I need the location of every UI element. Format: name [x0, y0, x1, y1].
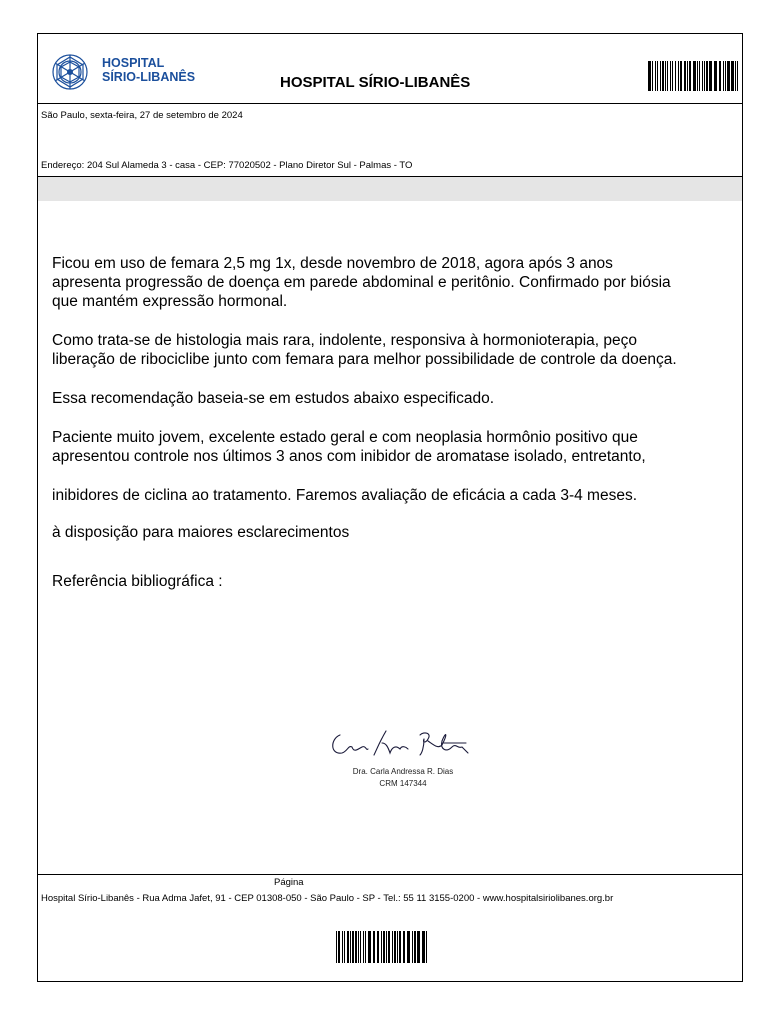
hospital-logo-icon — [50, 52, 90, 92]
doctor-name: Dra. Carla Andressa R. Dias — [352, 767, 454, 776]
paragraph-4: Paciente muito jovem, excelente estado geral e com neoplasia hormônio positivo que apresentou controle nos últimos 3 anos com inibidor de aromatase isolado, entretanto, — [52, 429, 646, 465]
barcode-top — [648, 61, 738, 91]
page-label: Página — [274, 877, 304, 888]
signature-block — [328, 766, 478, 790]
document-frame — [37, 33, 743, 982]
barcode-bottom — [336, 931, 428, 963]
footer-address: Hospital Sírio-Libanês - Rua Adma Jafet, 91 - CEP 01308-050 - São Paulo - SP - Tel.: 55 11 3155-0200 - www.hospitalsiriolibanes.org.br — [41, 893, 614, 904]
letter-body — [52, 254, 742, 591]
paragraph-1: Ficou em uso de femara 2,5 mg 1x, desde novembro de 2018, agora após 3 anos apresenta progressão de doença em parede abdominal e peritônio. Confirmado por biósia que mantém expressão hormonal. — [52, 255, 671, 310]
gray-band — [38, 177, 742, 201]
logo-text — [102, 56, 195, 84]
logo-line-2: SÍRIO-LIBANÊS — [102, 70, 196, 84]
paragraph-3: Essa recomendação baseia-se em estudos abaixo especificado. — [52, 390, 495, 407]
logo-line-1: HOSPITAL — [102, 56, 165, 70]
paragraph-7: Referência bibliográfica : — [52, 573, 223, 590]
footer-divider — [38, 874, 742, 875]
paragraph-5: inibidores de ciclina ao tratamento. Faremos avaliação de eficácia a cada 3-4 meses. — [52, 487, 638, 504]
paragraph-6: à disposição para maiores esclarecimentos — [52, 524, 350, 541]
header-divider — [38, 103, 742, 104]
date-line: São Paulo, sexta-feira, 27 de setembro de 2024 — [41, 110, 243, 121]
document-title: HOSPITAL SÍRIO-LIBANÊS — [280, 74, 471, 91]
paragraph-2: Como trata-se de histologia mais rara, indolente, responsiva à hormonioterapia, peço liberação de ribociclibe junto com femara para melhor possibilidade de controle da doença. — [52, 332, 677, 368]
doctor-crm: CRM 147344 — [379, 779, 427, 788]
handwritten-signature — [328, 727, 478, 763]
address-line: Endereço: 204 Sul Alameda 3 - casa - CEP: 77020502 - Plano Diretor Sul - Palmas - TO — [41, 160, 413, 171]
